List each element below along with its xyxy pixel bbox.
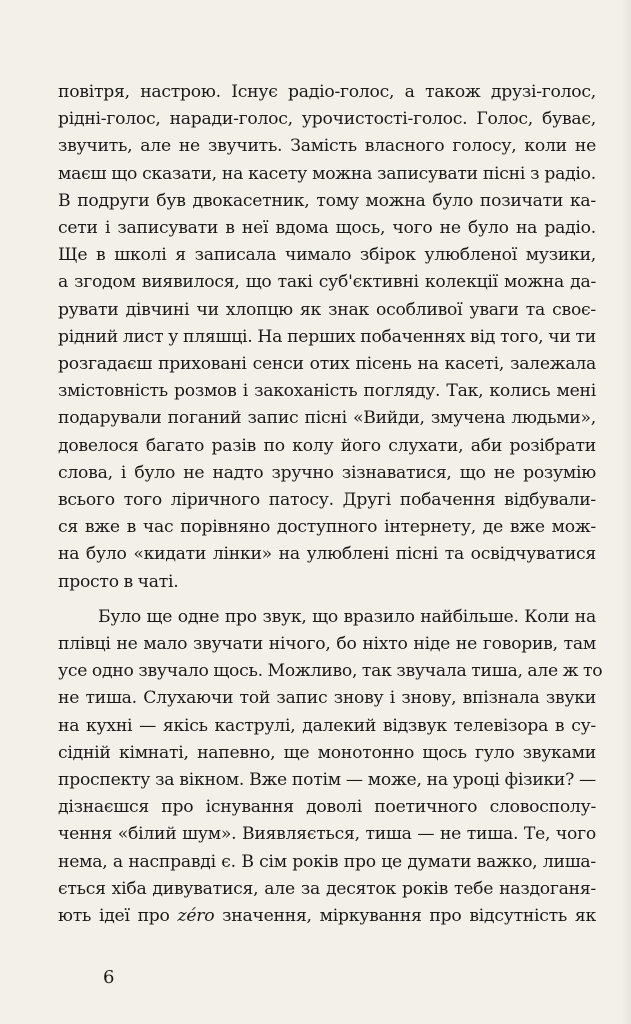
text-line: сети і записувати в неї вдома щось, чого не було на радіо.	[58, 218, 596, 238]
text-line: всього того ліричного патосу. Другі побачення відбували-	[58, 490, 596, 510]
text-line: розгадаєш приховані сенси отих пісень на касеті, залежала	[58, 354, 596, 374]
text-line: усе одно звучало щось. Можливо, так звучала тиша, але ж то	[58, 661, 603, 682]
text-line: маєш що сказати, на касету можна записувати пісні з радіо.	[58, 163, 596, 184]
page-number: 6	[103, 967, 115, 988]
text-line: подарували поганий запис пісні «Вийди, змучена людьми»,	[58, 408, 596, 429]
text-line: проспекту за вікном. Вже потім — може, на уроці фізики? —	[58, 770, 596, 790]
text-line: ся вже в час порівняно доступного інтернету, де вже мож-	[58, 517, 596, 538]
text-line: В подруги був двокасетник, тому можна було позичати ка-	[58, 190, 596, 211]
page-edge-shadow	[621, 0, 631, 1024]
text-line: не тиша. Слухаючи той запис знову і знову, впізнала звуки	[58, 688, 596, 709]
text-line: змістовність розмов і закоханість погляду. Так, колись мені	[58, 381, 596, 402]
text-line: рувати дівчині чи хлопцю як знак особливої уваги та своє-	[58, 299, 596, 320]
paragraph-first-line: Було ще одне про звук, що вразило найбільше. Коли на	[98, 606, 596, 627]
text-line: слова, і було не надто зручно зізнаватися, що не розумію	[58, 462, 596, 483]
text-line: на кухні — якісь каструлі, далекий відзвук телевізора в су-	[58, 715, 596, 736]
text-line: просто в чаті.	[58, 571, 179, 592]
text-line: звучить, але не звучить. Замість власного голосу, коли не	[58, 136, 596, 157]
text-line: рідні-голос, наради-голос, урочистості-голос. Голос, буває,	[58, 109, 596, 130]
text-line: на було «кидати лінки» на улюблені пісні та освідчуватися	[58, 544, 596, 565]
text-line: ється хіба дивуватися, але за десяток років тебе наздоганя-	[58, 878, 596, 899]
text-line: дізнаєшся про існування доволі поетичного словосполу-	[58, 797, 596, 818]
text-line: а згодом виявилося, що такі суб'єктивні колекції можна да-	[58, 272, 596, 293]
text-line: сідній кімнаті, напевно, ще монотонно щось гуло звуками	[58, 742, 596, 763]
text-line: довелося багато разів по колу його слухати, аби розібрати	[58, 435, 596, 456]
text-line: нема, а насправді є. В сім років про це думати важко, лиша-	[58, 851, 596, 872]
text-line: Ще в школі я записала чимало збірок улюбленої музики,	[58, 245, 596, 266]
text-line: рідний лист у пляшці. На перших побаченнях від того, чи ти	[58, 326, 596, 347]
text-line: плівці не мало звучати нічого, бо ніхто ніде не говорив, там	[58, 634, 596, 654]
text-line: повітря, настрою. Існує радіо-голос, а також друзі-голос,	[58, 82, 596, 102]
text-line: чення «білий шум». Виявляється, тиша — не тиша. Те, чого	[58, 824, 596, 845]
text-line-with-emphasis: ють ідеї про zéro значення, міркування про відсутність як	[58, 906, 596, 926]
